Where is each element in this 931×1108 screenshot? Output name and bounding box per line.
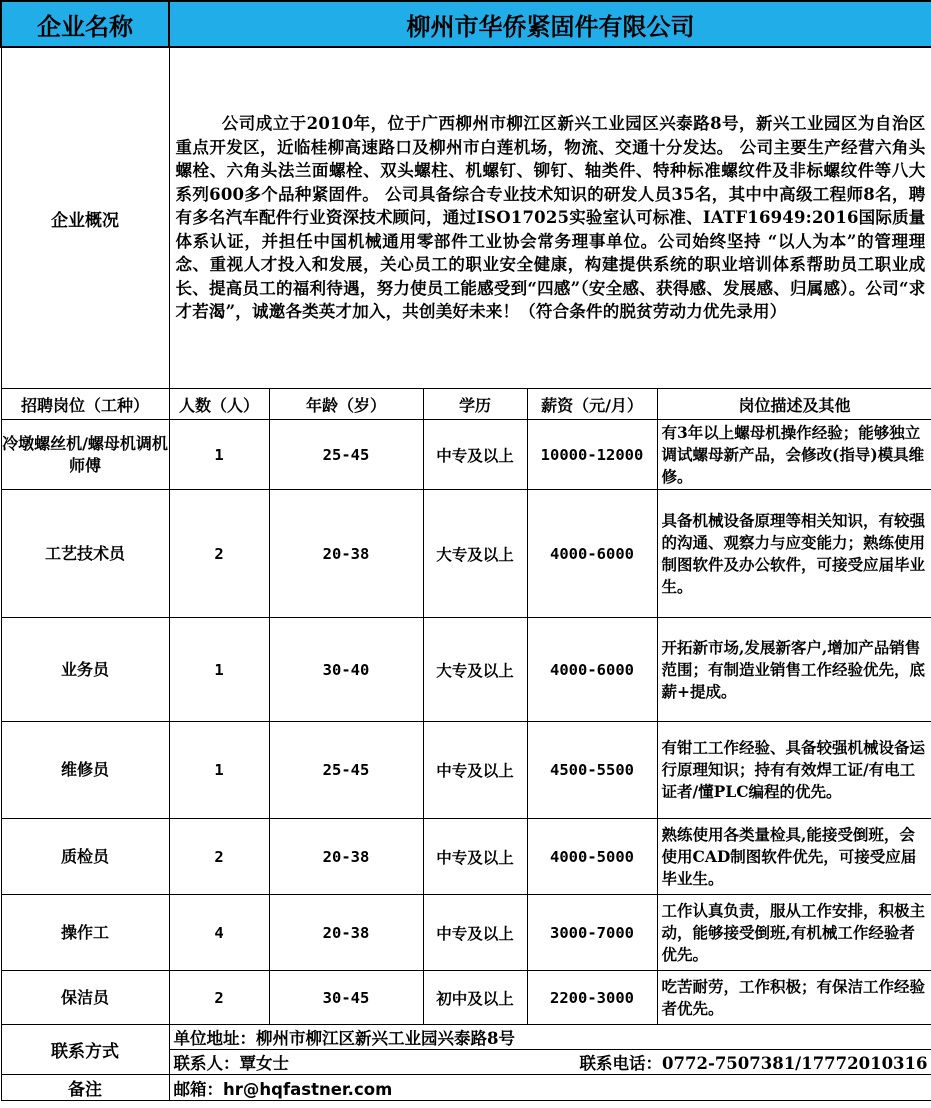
col-count: 人数（人）: [169, 389, 269, 420]
company-name-label: 企业名称: [1, 1, 169, 47]
remark-row: [1, 1075, 931, 1101]
job-position: 操作工: [1, 895, 169, 971]
job-salary: 4000-6000: [527, 490, 657, 618]
job-description: 有3年以上螺母机操作经验；能够独立调试螺母新产品，会修改(指导)模具维修。: [657, 420, 931, 490]
column-header-row: [1, 389, 931, 420]
job-row: [1, 819, 931, 895]
company-name: 柳州市华侨紧固件有限公司: [169, 1, 931, 47]
job-salary: 4500-5500: [527, 722, 657, 819]
job-education: 中专及以上: [423, 895, 527, 971]
job-position: 维修员: [1, 722, 169, 819]
col-salary: 薪资（元/月）: [527, 389, 657, 420]
job-age: 30-45: [269, 971, 423, 1025]
job-salary: 10000-12000: [527, 420, 657, 490]
intro-label: 企业概况: [1, 47, 169, 389]
job-row: [1, 895, 931, 971]
job-education: 初中及以上: [423, 971, 527, 1025]
job-count: 4: [169, 895, 269, 971]
job-count: 2: [169, 490, 269, 618]
remark-label: 备注: [1, 1075, 169, 1101]
contact-person: 联系人：覃女士: [173, 1054, 289, 1073]
job-count: 1: [169, 722, 269, 819]
col-age: 年龄（岁）: [269, 389, 423, 420]
job-description: 开拓新市场,发展新客户,增加产品销售范围；有制造业销售工作经验优先，底薪+提成。: [657, 618, 931, 722]
job-age: 30-40: [269, 618, 423, 722]
job-age: 20-38: [269, 895, 423, 971]
job-position: 业务员: [1, 618, 169, 722]
job-count: 1: [169, 618, 269, 722]
job-age: 25-45: [269, 722, 423, 819]
job-age: 20-38: [269, 490, 423, 618]
job-row: [1, 722, 931, 819]
job-education: 中专及以上: [423, 722, 527, 819]
job-position: 工艺技术员: [1, 490, 169, 618]
intro-row: [1, 47, 931, 389]
job-row: [1, 490, 931, 618]
job-position: 冷墩螺丝机/螺母机调机师傅: [1, 420, 169, 490]
contact-address: 单位地址：柳州市柳江区新兴工业园兴泰路8号: [169, 1025, 931, 1050]
email-link[interactable]: hr@hqfastner.com: [223, 1079, 393, 1099]
contact-label: 联系方式: [1, 1025, 169, 1075]
job-age: 20-38: [269, 819, 423, 895]
intro-text: 公司成立于2010年，位于广西柳州市柳江区新兴工业园区兴泰路8号，新兴工业园区为自治区重点开发区，近临桂柳高速路口及柳州市白莲机场，物流、交通十分发达。 公司主要生产经营六角头螺栓、六角头法兰面螺栓、双头螺柱、机螺钉、铆钉、轴类件、特种标准螺纹件及非标螺纹件等八大系列600多个品种紧固件。 公司具备综合专业技术知识的研发人员35名，其中中高级工程师8名，聘有多名汽车配件行业资深技术顾问，通过ISO17025实验室认可标准、IATF16949:2016国际质量体系认证，并担任中国机械通用零部件工业协会常务理事单位。公司始终坚持 “以人为本”的管理理念、重视人才投入和发展，关心员工的职业安全健康，构建提供系统的职业培训体系帮助员工职业成长、提高员工的福利待遇，努力使员工能感受到“四感”（安全感、获得感、发展感、归属感）。公司“求才若渴”，诚邀各类英才加入，共创美好未来！（符合条件的脱贫劳动力优先录用）: [175, 114, 926, 322]
job-salary: 4000-6000: [527, 618, 657, 722]
job-count: 2: [169, 819, 269, 895]
job-row: [1, 420, 931, 490]
job-description: 熟练使用各类量检具,能接受倒班，会使用CAD制图软件优先，可接受应届毕业生。: [657, 819, 931, 895]
contact-address-row: [1, 1025, 931, 1050]
job-salary: 3000-7000: [527, 895, 657, 971]
job-education: 大专及以上: [423, 490, 527, 618]
col-description: 岗位描述及其他: [657, 389, 931, 420]
job-education: 中专及以上: [423, 819, 527, 895]
job-row: [1, 618, 931, 722]
col-position: 招聘岗位（工种）: [1, 389, 169, 420]
contact-phone: 联系电话：0772-7507381/17772010316: [579, 1054, 928, 1073]
job-description: 工作认真负责，服从工作安排，积极主动，能够接受倒班,有机械工作经验者优先。: [657, 895, 931, 971]
header-row: [1, 1, 931, 47]
job-education: 大专及以上: [423, 618, 527, 722]
job-count: 2: [169, 971, 269, 1025]
job-education: 中专及以上: [423, 420, 527, 490]
job-description: 吃苦耐劳，工作积极；有保洁工作经验者优先。: [657, 971, 931, 1025]
job-age: 25-45: [269, 420, 423, 490]
job-salary: 2200-3000: [527, 971, 657, 1025]
job-position: 保洁员: [1, 971, 169, 1025]
job-count: 1: [169, 420, 269, 490]
job-salary: 4000-5000: [527, 819, 657, 895]
job-description: 具备机械设备原理等相关知识，有较强的沟通、观察力与应变能力；熟练使用制图软件及办公软件，可接受应届毕业生。: [657, 490, 931, 618]
job-description: 有钳工工作经验、具备较强机械设备运行原理知识；持有有效焊工证/有电工证者/懂PLC编程的优先。: [657, 722, 931, 819]
job-row: [1, 971, 931, 1025]
col-education: 学历: [423, 389, 527, 420]
email-label: 邮箱：: [173, 1079, 223, 1099]
job-position: 质检员: [1, 819, 169, 895]
